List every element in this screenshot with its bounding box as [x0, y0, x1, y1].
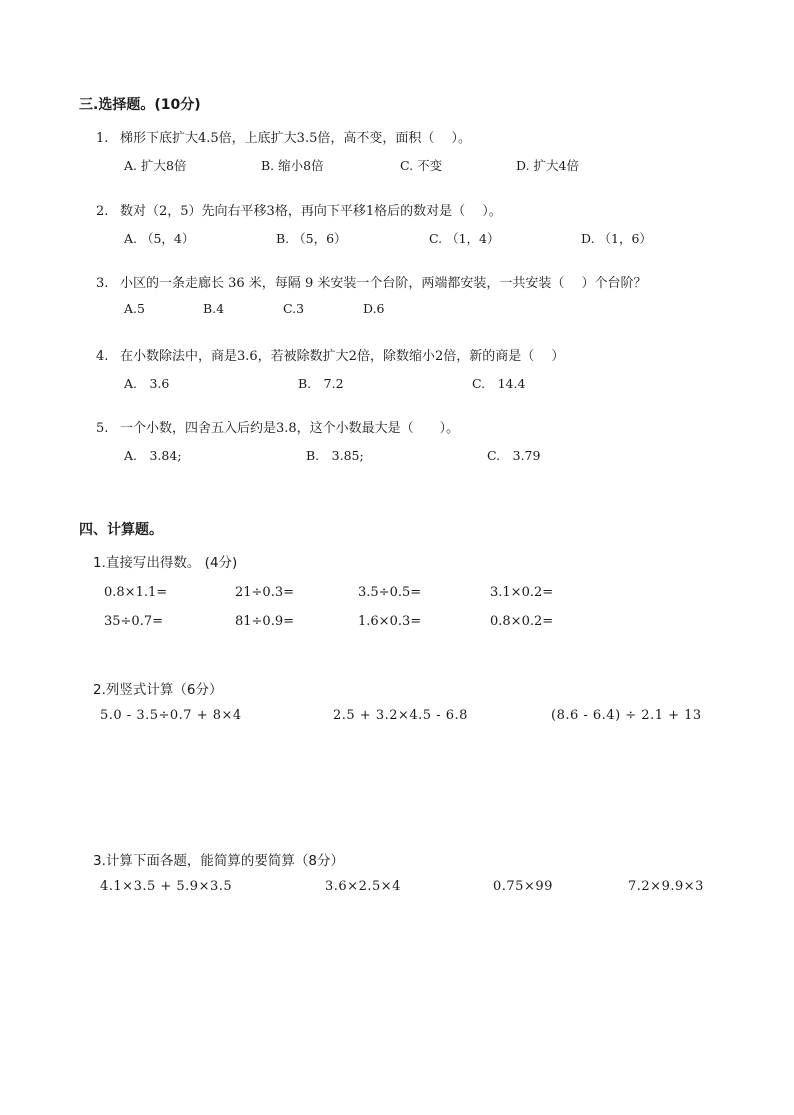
- question-1: [96, 127, 471, 146]
- calc-1-1: 0.8×1.1=: [104, 585, 168, 600]
- q1-option-d: D. 扩大4倍: [516, 158, 579, 173]
- q5-option-c: C. 3.79: [487, 448, 541, 463]
- calc-2-3: 1.6×0.3=: [358, 614, 422, 629]
- question-number: 3.: [96, 276, 109, 291]
- question-text: 梯形下底扩大4.5倍，上底扩大3.5倍，高不变，面积（ ）。: [120, 131, 471, 146]
- vertical-calc-2: 2.5 + 3.2×4.5 - 6.8: [333, 708, 468, 723]
- section3-title: 三.选择题。(10分): [79, 97, 201, 113]
- simplify-calc-1: 4.1×3.5 + 5.9×3.5: [100, 879, 233, 894]
- q1-option-b: B. 缩小8倍: [261, 158, 324, 173]
- q4-option-b: B. 7.2: [298, 376, 344, 391]
- q2-option-d: D. （1，6）: [581, 231, 652, 246]
- question-text: 在小数除法中，商是3.6，若被除数扩大2倍，除数缩小2倍，新的商是（ ）: [120, 349, 565, 364]
- vertical-calc-3: (8.6 - 6.4) ÷ 2.1 + 13: [551, 708, 702, 723]
- question-number: 5.: [96, 421, 109, 436]
- q1-option-a: A. 扩大8倍: [124, 158, 187, 173]
- part1-title: 1.直接写出得数。 (4分): [93, 555, 238, 571]
- question-2: [96, 200, 502, 219]
- question-4: [96, 345, 564, 364]
- q2-option-b: B. （5，6）: [276, 231, 347, 246]
- calc-1-2: 21÷0.3=: [235, 585, 295, 600]
- question-number: 2.: [96, 204, 109, 219]
- question-5: [96, 417, 459, 436]
- question-number: 4.: [96, 349, 109, 364]
- q3-option-c: C.3: [283, 301, 305, 316]
- question-text: 小区的一条走廊长 36 米，每隔 9 米安装一个台阶，两端都安装，一共安装（ ）个台阶？: [120, 276, 647, 291]
- question-text: 数对（2，5）先向右平移3格，再向下平移1格后的数对是（ ）。: [120, 204, 502, 219]
- q3-option-d: D.6: [363, 301, 385, 316]
- q2-option-c: C. （1，4）: [429, 231, 500, 246]
- q3-option-b: B.4: [203, 301, 225, 316]
- simplify-calc-2: 3.6×2.5×4: [325, 879, 401, 894]
- calc-2-4: 0.8×0.2=: [490, 614, 554, 629]
- q5-option-b: B. 3.85;: [306, 448, 364, 463]
- q3-option-a: A.5: [124, 301, 145, 316]
- question-text: 一个小数，四舍五入后约是3.8，这个小数最大是（ ）。: [120, 421, 460, 436]
- part2-title: 2.列竖式计算（6分）: [93, 682, 223, 698]
- calc-2-1: 35÷0.7=: [104, 614, 164, 629]
- q2-option-a: A. （5，4）: [124, 231, 195, 246]
- question-3: [96, 272, 646, 291]
- vertical-calc-1: 5.0 - 3.5÷0.7 + 8×4: [100, 708, 242, 723]
- q4-option-a: A. 3.6: [124, 376, 170, 391]
- calc-2-2: 81÷0.9=: [235, 614, 295, 629]
- q5-option-a: A. 3.84;: [124, 448, 182, 463]
- question-number: 1.: [96, 131, 109, 146]
- part3-title: 3.计算下面各题，能简算的要简算（8分）: [93, 853, 344, 869]
- simplify-calc-4: 7.2×9.9×3: [628, 879, 704, 894]
- calc-1-4: 3.1×0.2=: [490, 585, 554, 600]
- q1-option-c: C. 不变: [400, 158, 443, 173]
- calc-1-3: 3.5÷0.5=: [358, 585, 422, 600]
- q4-option-c: C. 14.4: [472, 376, 526, 391]
- section4-title: 四、计算题。: [79, 522, 163, 538]
- simplify-calc-3: 0.75×99: [493, 879, 553, 894]
